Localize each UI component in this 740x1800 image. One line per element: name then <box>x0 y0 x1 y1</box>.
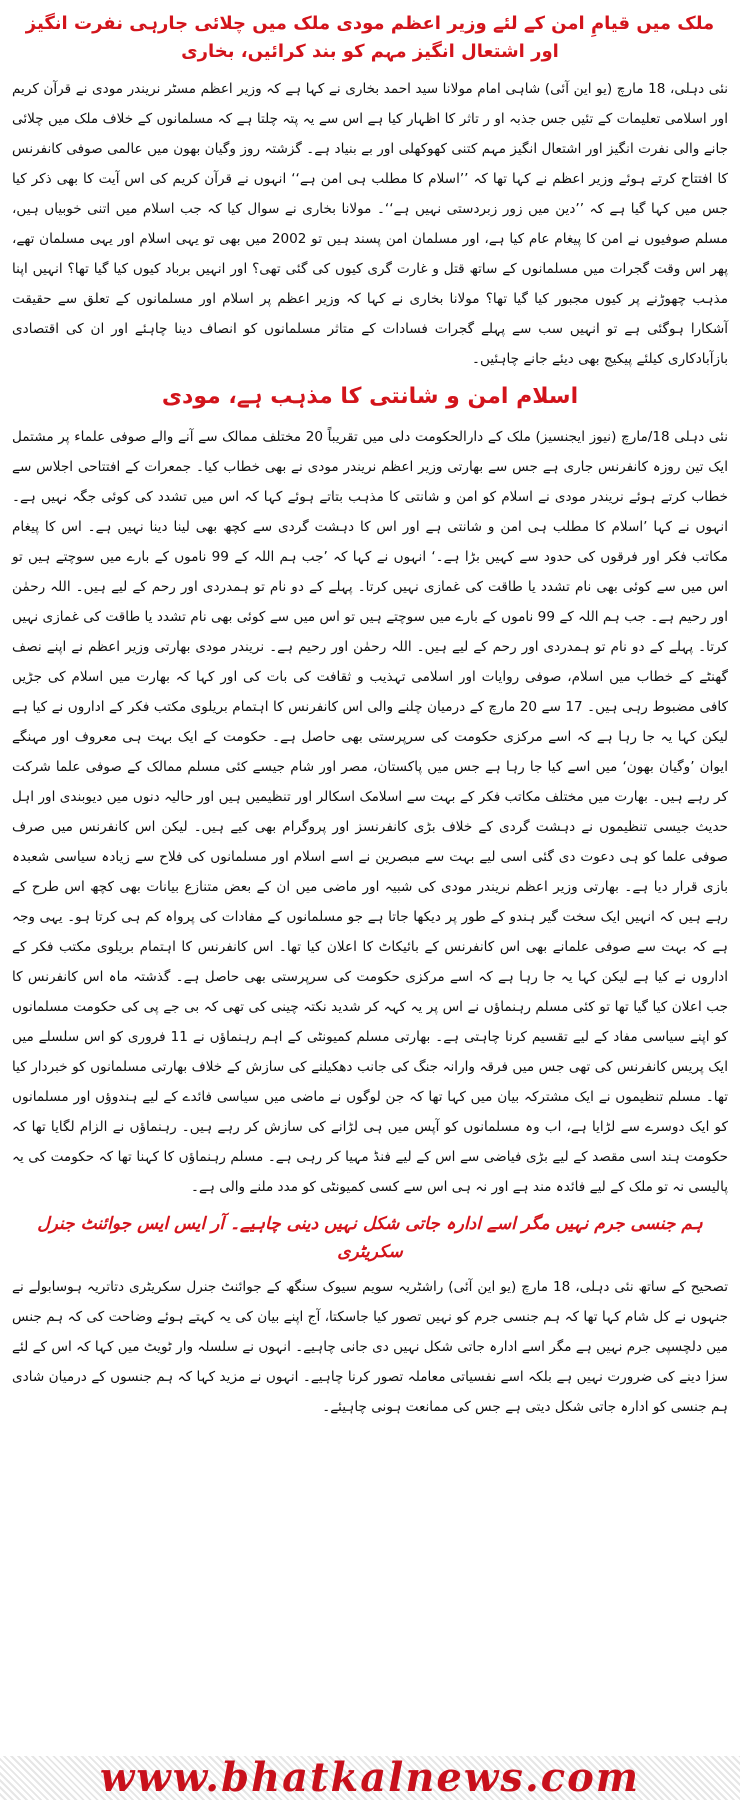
subheading-modi: اسلام امن و شانتی کا مذہب ہے، مودی <box>161 384 579 409</box>
article-headline: ملک میں قیامِ امن کے لئے وزیر اعظم مودی ملک میں چلائی جارہی نفرت انگیز اور اشتعال انگیز مہم کو بند کرائیں، بخاری <box>25 13 715 62</box>
article-paragraph-3: تصحیح کے ساتھ نئی دہلی، 18 مارچ (یو این آئی) راشٹریہ سویم سیوک سنگھ کے جوائنٹ جنرل سکریٹری دتاتریہ ہوسابولے نے جنہوں نے کل شام کہا تھا کہ ہم جنسی جرم کو نہیں تصور کیا جاسکتا، آج اپنے بیان کی یہ کہتے ہوئے وضاحت کی کہ ہم جنس میں دلچسپی جرم نہیں ہے مگر اسے ادارہ جاتی شکل نہیں دی جانی چاہیے۔ انہوں نے سلسلہ وار ٹویٹ میں کہا کہ اس کے لئے سزا دینے کی ضرورت نہیں ہے بلکہ اسے نفسیاتی معاملہ تصور کرنا چاہیے۔ انہوں نے مزید کہا کہ ہم جنسوں کے درمیان شادی ہم جنسی کو ادارہ جاتی شکل دیتی ہے جس کی ممانعت ہونی چاہیئے۔ <box>12 1279 728 1415</box>
subheading-rss: ہم جنسی جرم نہیں مگر اسے ادارہ جاتی شکل نہیں دینی چاہیے۔ آر ایس ایس جوائنٹ جنرل سکریٹری <box>37 1214 703 1262</box>
site-url[interactable]: www.bhatkalnews.com <box>99 1756 641 1800</box>
article-paragraph-2: نئی دہلی 18/مارچ (نیوز ایجنسیز) ملک کے دارالحکومت دلی میں تقریباً 20 مختلف ممالک سے آنے والے صوفی علماء پر مشتمل ایک تین روزہ کانفرنس جاری ہے جس سے بھارتی وزیر اعظم نریندر مودی نے بھی خطاب کیا۔ جمعرات کے افتتاحی اجلاس سے خطاب کرتے ہوئے نریندر مودی نے اسلام کو امن و شانتی کا مذہب بتاتے ہوئے کہا کہ اس میں تشدد کی کوئی جگہ نہیں ہے۔ انہوں نے کہا ’اسلام کا مطلب ہی امن و شانتی ہے اور اس کا دہشت گردی سے کچھ بھی لینا دینا نہیں ہے۔ اس کا پیغام مکاتب فکر اور فرقوں کی حدود سے کہیں بڑا ہے۔‘ انہوں نے کہا کہ ’جب ہم اللہ کے 99 ناموں کے بارے میں سوچتے ہیں تو اس میں سے کوئی بھی نام تشدد یا طاقت کی غمازی نہیں کرتا۔ پہلے کے دو نام تو ہمدردی اور رحم کے لیے ہیں۔ اللہ رحمٰن اور رحیم ہے۔ جب ہم اللہ کے 99 ناموں کے بارے میں سوچتے ہیں تو اس میں سے کوئی بھی نام تشدد یا طاقت کی غمازی نہیں کرتا۔ پہلے کے دو نام تو ہمدردی اور رحم کے لیے ہیں۔ اللہ رحمٰن اور رحیم ہے۔ نریندر مودی بھارتی وزیر اعظم نے اپنے نصف گھنٹے کے خطاب میں اسلام، صوفی روایات اور اسلامی تہذیب و ثقافت کی بات کی اور کہا کہ بھارت میں اسلام کی جڑیں کافی مضبوط رہی ہیں۔ 17 سے 20 مارچ کے درمیان چلنے والی اس کانفرنس کا اہتمام بریلوی مکتب فکر کے اداروں نے کیا ہے لیکن کہا یہ جا رہا ہے کہ اسے مرکزی حکومت کی سرپرستی بھی حاصل ہے۔ حکومت کے ایک بہت ہی معروف اور مہنگے ایوان ’وگیان بھون‘ میں اسے کیا جا رہا ہے جس میں پاکستان، مصر اور شام جیسے کئی مسلم ممالک کے صوفی علما شرکت کر رہے ہیں۔ بھارت میں مختلف مکاتب فکر کے بہت سے اسلامک اسکالر اور تنظیمیں ہیں اور حالیہ دنوں میں دیوبندی اور اہل حدیث جیسی تنظیموں نے دہشت گردی کے خلاف بڑی کانفرنسز اور پروگرام بھی کیے ہیں۔ لیکن اس کانفرنس میں صرف صوفی علما کو ہی دعوت دی گئی اسی لیے بہت سے مبصرین نے اسے اسلام اور مسلمانوں کی فلاح سے زیادہ سیاسی شعبدہ بازی قرار دیا ہے۔ بھارتی وزیر اعظم نریندر مودی کی شبیہ اور ماضی میں ان کے بعض متنازع بیانات بھی کچھ اس طرح کے رہے ہیں کہ انہیں ایک سخت گیر ہندو کے طور پر دیکھا جاتا ہے جو مسلمانوں کے مفادات کی پرواہ کم ہی کرتا ہو۔ یہی وجہ ہے کہ بہت سے صوفی علمانے بھی اس کانفرنس کے بائیکاٹ کا اعلان کیا تھا۔ اس کانفرنس کا اہتمام بریلوی مکتب فکر کے اداروں نے کیا ہے لیکن کہا یہ جا رہا ہے کہ اسے مرکزی حکومت کی سرپرستی بھی حاصل ہے۔ گذشتہ ماہ اس کانفرنس کا جب اعلان کیا گیا تھا تو کئی مسلم رہنماؤں نے اس پر یہ کہہ کر شدید نکتہ چینی کی تھی کہ بی جے پی کی حکومت مسلمانوں کو اپنے سیاسی مفاد کے لیے تقسیم کرنا چاہتی ہے۔ بھارتی مسلم کمیونٹی کے اہم رہنماؤں نے 11 فروری کو اس سلسلے میں ایک پریس کانفرنس کی تھی جس میں فرقہ وارانہ جنگ کی جانب دھکیلنے کی سازش کے خلاف بھارتی مسلمانوں کو خبردار کیا تھا۔ مسلم تنظیموں نے ایک مشترکہ بیان میں کہا تھا کہ جن لوگوں نے ماضی میں سیاسی فائدے کے لیے ہندوؤں اور مسلمانوں کو ایک دوسرے سے لڑایا ہے، اب وہ مسلمانوں کو آپس میں ہی لڑانے کی سازش کر رہے ہیں۔ رہنماؤں نے الزام لگایا تھا کہ حکومت ہند اسی مقصد کے لیے بڑی فیاضی سے اس کے لیے فنڈ مہیا کر رہی ہے۔ مسلم رہنماؤں کا کہنا تھا کہ حکومت کی یہ پالیسی نہ تو ملک کے لیے فائدہ مند ہے اور نہ ہی اس سے کسی کمیونٹی کو مدد ملنے والی ہے۔ <box>12 429 729 1195</box>
footer-banner <box>0 1756 740 1800</box>
article-paragraph-1: نئی دہلی، 18 مارچ (یو این آئی) شاہی امام مولانا سید احمد بخاری نے کہا ہے کہ وزیر اعظم مسٹر نریندر مودی نے قرآن کریم اور اسلامی تعلیمات کے تئیں جس جذبہ او ر تاثر کا اظہار کیا ہے اس سے یہ پتہ چلتا ہے کہ مسلمانوں کے خلاف ملک میں چلائی جانے والی نفرت انگیز اور اشتعال انگیز مہم کتنی کھوکھلی اور بے بنیاد ہے۔ گزشتہ روز وگیان بھون میں عالمی صوفی کانفرنس کا افتتاح کرتے ہوئے وزیر اعظم نے کہا تھا کہ ’’اسلام کا مطلب ہی امن ہے‘‘ انہوں نے قرآن کریم کی اس آیت کا بھی ذکر کیا جس میں کہا گیا ہے کہ ’’دین میں زور زبردستی نہیں ہے‘‘۔ مولانا بخاری نے سوال کیا کہ جب اسلام میں اتنی خوبیاں ہیں، مسلم صوفیوں نے امن کا پیغام عام کیا ہے، اور مسلمان امن پسند ہیں تو 2002 میں بھی تو یہی اسلام اور یہی مسلمان تھے، پھر اس وقت گجرات میں مسلمانوں کے ساتھ قتل و غارت گری کیوں کی گئی تھی؟ اور انہیں برباد کیوں کیا گیا تھا؟ انہیں اپنا مذہب چھوڑنے پر کیوں مجبور کیا گیا تھا؟ مولانا بخاری نے کہا کہ وزیر اعظم پر اسلام اور مسلمانوں کے تعلق سے حقیقت آشکارا ہوگئی ہے تو انہیں سب سے پہلے گجرات فسادات کے متاثر مسلمانوں کو انصاف دینا چاہئے اور ان کی اقتصادی بازآبادکاری کیلئے پیکیج بھی دیئے جانے چاہئیں۔ <box>12 81 728 367</box>
